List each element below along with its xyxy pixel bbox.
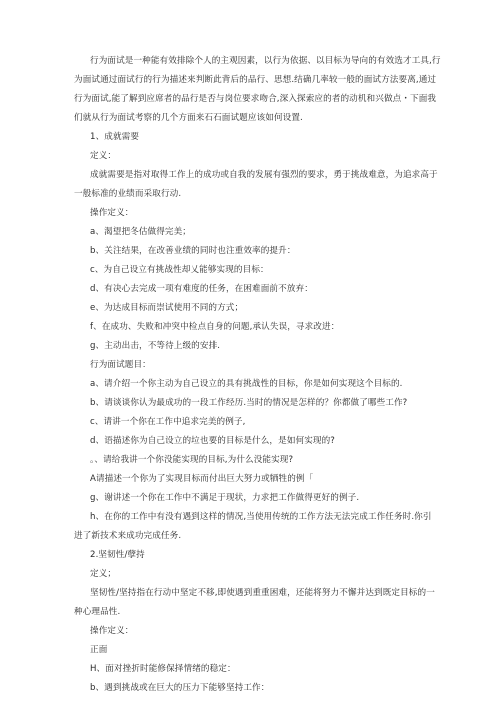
question-h-line-1: h、在你的工作中有没有遇到这样的情况,当使用传统的工作方法无法完成工作任务时.你引: [90, 512, 432, 522]
operational-definition-label: 操作定义：: [90, 208, 134, 218]
definition-text-line-1: 成就需要是指对取得工作上的成功或自我的发展有强烈的要求，勇于挑战难意，为追求高于: [90, 170, 438, 180]
question-h-line-2: 进了新技术来成功完成任务.: [74, 531, 182, 541]
question-d: d、语描述你为自己设立的垃也要的目标是什么，是如何实现的?: [90, 436, 335, 446]
operational-definition-label-2: 操作定义：: [90, 626, 134, 636]
paragraph-intro-line-3: 行为面试,能了解到应席者的品行是否与岗位要求吻合,深入探索应的者的动机和兴做点・下面我: [74, 94, 437, 104]
list-item-e: e、为达成目标而崇试使用不同的方式；: [90, 303, 244, 313]
list-item-g: g、主动出击，不等待上级的安排.: [90, 341, 221, 351]
list-item-c: c、为自己设立有挑战性却乂能够实现的目标：: [90, 265, 269, 275]
list-item-f: f、在成功、失败和冲突中检点自身的问题,承认失误，寻求改进：: [90, 322, 340, 332]
definition-label-2: 定义；: [90, 569, 117, 579]
section-heading-achievement: 1、成就需要: [90, 132, 140, 142]
question-b: b、请谈谈你认为最成功的一段工作经历.当时的情况是怎样的？你都做了哪些工作?: [90, 398, 408, 408]
section-heading-persistence: 2.坚韧性/孽持: [90, 550, 145, 560]
list-item-b: b、关注结果，在改善业绩的同时也注重效率的提升：: [90, 246, 296, 256]
definition-text-2-line-2: 种心理品性.: [74, 607, 121, 617]
list-item-2-b: b、遇到挑战或在巨大的压力下能够坚持工作：: [90, 683, 270, 693]
question-f: A请描述一个你为了实现目标而付出巨大努力或牺牲的例「: [90, 474, 314, 484]
paragraph-intro-line-4: 们就从行为面试考察的几个方面来石石面试题应该如何设置.: [74, 113, 303, 123]
question-g: g、谢讲述一个你在工作中不满足于现状，力求把工作做得更好的例子.: [90, 493, 360, 503]
question-a: a、请介绍一个你主动为自己设立的具有挑战性的目标，你是如何实现这个目标的.: [90, 379, 403, 389]
list-item-2-h: H、面对挫折时能修保择情绪的稳定：: [90, 664, 236, 674]
question-e: 。、请给我讲一个你没能实现的目标,为什么没能实现?: [90, 455, 294, 465]
definition-text-line-2: 一般标准的业绩而采取行动.: [74, 189, 182, 199]
definition-text-2-line-1: 坚韧性/坚持指在行动中坚定不移,即使遇到重重困难，还能将努力不懈并达到既定目标的一: [90, 588, 435, 598]
question-c: c、请讲一个你在工作中追求完美的例子,: [90, 417, 246, 427]
paragraph-intro-line-2: 为面试通过面试行的行为描述来判断此背后的品行、思想.结确几率较一般的面试方法要离,通过: [74, 75, 437, 85]
definition-label: 定义：: [90, 151, 117, 161]
paragraph-intro-line-1: 行为面试是一种能有效排除个人的主观因素，以行为依据、以目标为导向的有效选才工具,行: [90, 56, 441, 66]
positive-label: 正面: [90, 645, 108, 655]
interview-questions-label: 行为面试题目：: [90, 360, 151, 370]
list-item-a: a、渴望把冬估做得完美；: [90, 227, 191, 237]
list-item-d: d、有决心去完成一项有难度的任务，在困难面前不放弃：: [90, 284, 313, 294]
